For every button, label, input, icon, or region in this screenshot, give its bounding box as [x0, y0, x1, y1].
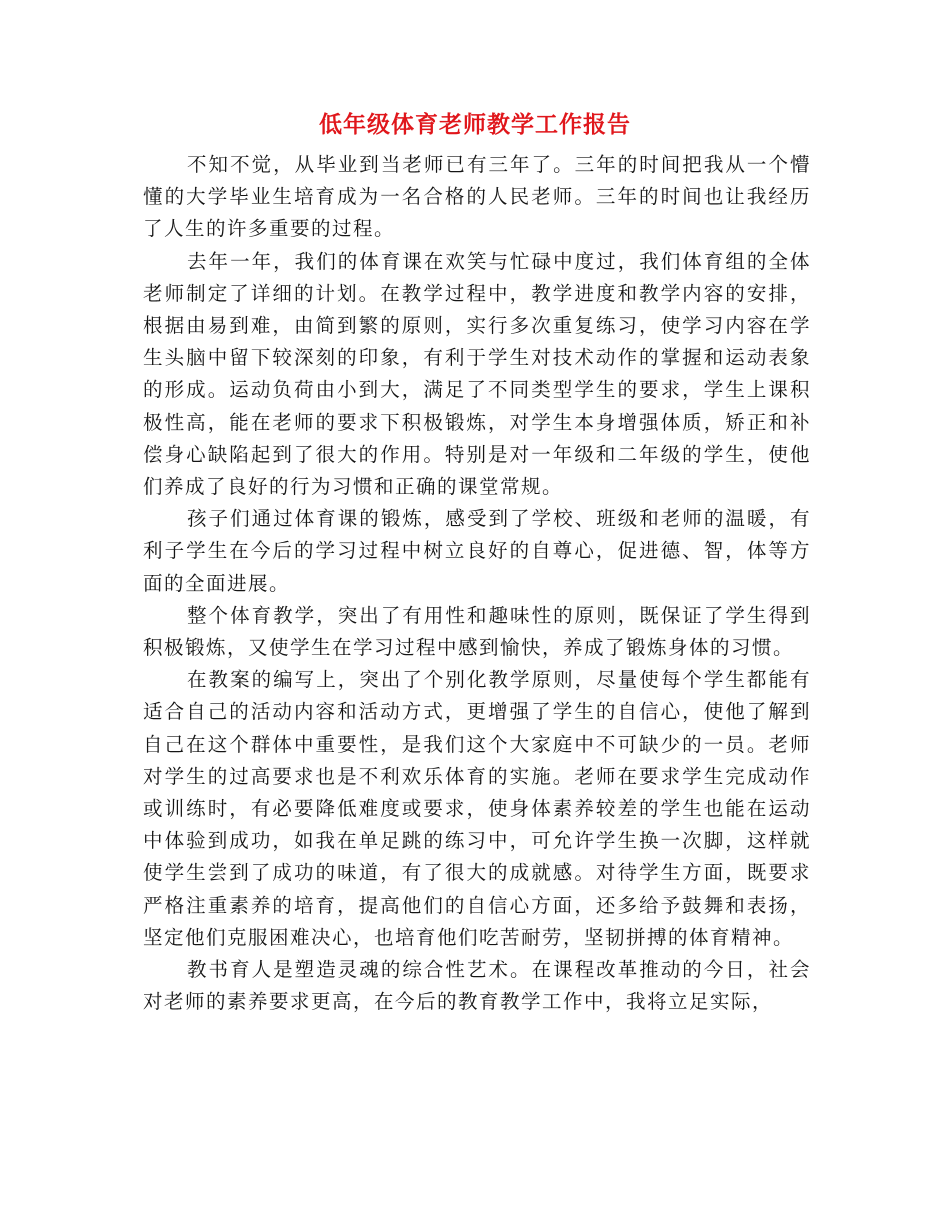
paragraph-last-year: 去年一年，我们的体育课在欢笑与忙碌中度过，我们体育组的全体老师制定了详细的计划。在教学过程中，教学进度和教学内容的安排，根据由易到难，由简到繁的原则，实行多次重复练习，使学习内容在学生头脑中留下较深刻的印象，有利于学生对技术动作的掌握和运动表象的形成。运动负荷由小到大，满足了不同类型学生的要求，学生上课积极性高，能在老师的要求下积极锻炼，对学生本身增强体质，矫正和补偿身心缺陷起到了很大的作用。特别是对一年级和二年级的学生，使他们养成了良好的行为习惯和正确的课堂常规。 — [143, 249, 811, 499]
paragraph-children: 孩子们通过体育课的锻炼，感受到了学校、班级和老师的温暖，有利子学生在今后的学习过程中树立良好的自尊心，促进德、智，体等方面的全面进展。 — [143, 507, 811, 595]
paragraph-closing: 教书育人是塑造灵魂的综合性艺术。在课程改革推动的今日，社会对老师的素养要求更高，在今后的教育教学工作中，我将立足实际， — [143, 958, 811, 1014]
paragraph-teaching: 整个体育教学，突出了有用性和趣味性的原则，既保证了学生得到积极锻炼，又使学生在学习过程中感到愉快，养成了锻炼身体的习惯。 — [143, 603, 811, 660]
document-body — [143, 149, 811, 1018]
paragraph-lesson-plans: 在教案的编写上，突出了个别化教学原则，尽量使每个学生都能有适合自己的活动内容和活动方式，更增强了学生的自信心，使他了解到自己在这个群体中重要性，是我们这个大家庭中不可缺少的一员。老师对学生的过高要求也是不利欢乐体育的实施。老师在要求学生完成动作或训练时，有必要降低难度或要求，使身体素养较差的学生也能在运动中体验到成功，如我在单足跳的练习中，可允许学生换一次脚，这样就使学生尝到了成功的味道，有了很大的成就感。对待学生方面，既要求严格注重素养的培育，提高他们的自信心方面，还多给予鼓舞和表扬，坚定他们克服困难决心，也培育他们吃苦耐劳，坚韧拼搏的体育精神。 — [143, 668, 811, 949]
document-title: 低年级体育老师教学工作报告 — [319, 111, 631, 138]
paragraph-intro: 不知不觉，从毕业到当老师已有三年了。三年的时间把我从一个懵懂的大学毕业生培育成为一名合格的人民老师。三年的时间也让我经历了人生的许多重要的过程。 — [143, 153, 811, 241]
